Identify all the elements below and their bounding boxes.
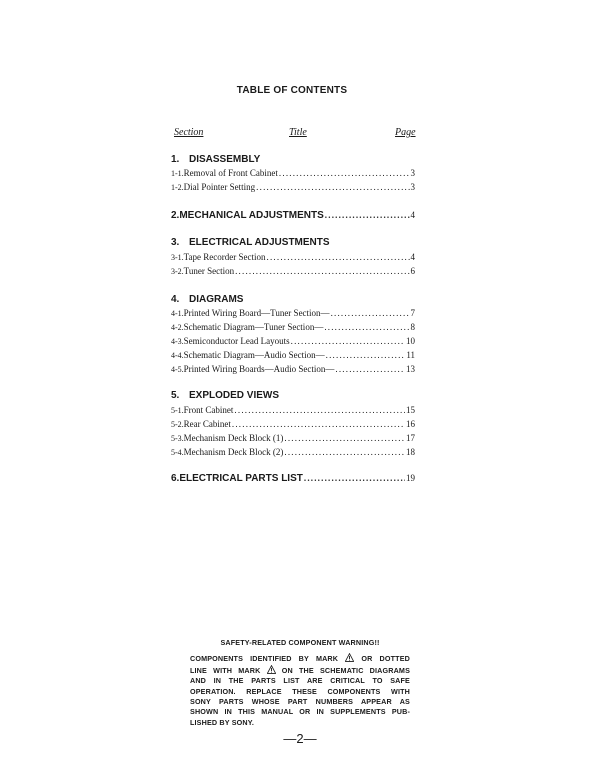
dot-leader [234, 405, 405, 415]
toc-row [171, 336, 415, 348]
page-ref: 4 [410, 252, 415, 262]
warning-triangle-icon [267, 665, 276, 674]
page-ref: 6 [410, 266, 415, 276]
section-number: 1-2. [171, 183, 184, 192]
toc-row [171, 168, 415, 180]
warning-line: COMPONENTS IDENTIFIED BY MARK OR DOTTED [190, 654, 411, 664]
entry-title: Rear Cabinet [183, 419, 231, 429]
dot-leader [232, 419, 405, 429]
group-title: DIAGRAMS [189, 294, 244, 305]
dot-leader [235, 266, 409, 276]
dot-leader [325, 210, 410, 220]
warning-line: SONY PARTS WHOSE PART NUMBERS APPEAR AS [190, 697, 410, 707]
section-number: 1-1. [171, 169, 184, 178]
dot-leader [291, 336, 405, 346]
group-title: EXPLODED VIEWS [189, 390, 280, 401]
warning-line: LINE WITH MARK ON THE SCHEMATIC DIAGRAMS [190, 665, 411, 675]
toc-row [171, 322, 415, 334]
page-number: —2— [283, 731, 317, 746]
entry-title: Mechanism Deck Block (2) [183, 447, 284, 457]
group-number: 4. [171, 294, 180, 305]
toc-group-exploded-views [171, 390, 415, 403]
section-number: 3-2. [171, 267, 184, 276]
toc-row [171, 308, 415, 320]
group-title: DISASSEMBLY [189, 154, 261, 165]
toc-group-diagrams [171, 294, 415, 307]
section-number: 4-3. [171, 337, 184, 346]
dot-leader [326, 350, 406, 360]
group-number: 3. [171, 237, 180, 248]
entry-title: Printed Wiring Board—Tuner Section— [183, 308, 330, 318]
dot-leader [331, 308, 410, 318]
section-number: 4-1. [171, 309, 184, 318]
toc-row [171, 433, 415, 445]
page-ref: 15 [406, 405, 415, 415]
warning-line: AND IN THE PARTS LIST ARE CRITICAL TO SAFE [190, 676, 410, 686]
warning-title: SAFETY-RELATED COMPONENT WARNING!! [220, 638, 380, 647]
toc-row [171, 182, 415, 194]
entry-title: Printed Wiring Boards—Audio Section— [183, 364, 335, 374]
page-ref: 3 [410, 168, 415, 178]
toc-group-electrical-parts-list [171, 473, 415, 486]
toc-group-disassembly [171, 154, 415, 167]
section-number: 5-3. [171, 434, 184, 443]
column-header-page: Page [395, 127, 416, 138]
page-ref: 18 [406, 447, 415, 457]
toc-row [171, 252, 415, 264]
entry-title: Removal of Front Cabinet [183, 168, 278, 178]
entry-title: Tuner Section [183, 266, 235, 276]
warning-triangle-icon [345, 653, 354, 662]
group-title: ELECTRICAL PARTS LIST [179, 473, 303, 484]
dot-leader [304, 473, 405, 483]
group-number: 5. [171, 390, 180, 401]
page-ref: 19 [406, 473, 415, 483]
toc-row [171, 447, 415, 459]
warning-line: OPERATION. REPLACE THESE COMPONENTS WITH [190, 686, 410, 696]
dot-leader [335, 364, 405, 374]
page-title: TABLE OF CONTENTS [236, 85, 348, 96]
section-number: 5-4. [171, 448, 184, 457]
toc-group-mechanical-adjustments [171, 210, 415, 223]
safety-warning-block [190, 638, 410, 728]
section-number: 5-1. [171, 406, 184, 415]
entry-title: Tape Recorder Section [183, 252, 266, 262]
page-ref: 16 [406, 419, 415, 429]
dot-leader [324, 322, 409, 332]
entry-title: Schematic Diagram—Tuner Section— [183, 322, 324, 332]
page-ref: 13 [406, 364, 415, 374]
entry-title: Mechanism Deck Block (1) [183, 433, 284, 443]
warning-line: LISHED BY SONY. [190, 717, 255, 727]
toc-row [171, 419, 415, 431]
toc-row [171, 405, 415, 417]
dot-leader [267, 252, 410, 262]
page-ref: 17 [406, 433, 415, 443]
page-ref: 4 [410, 210, 415, 220]
page-ref: 7 [410, 308, 415, 318]
entry-title: Schematic Diagram—Audio Section— [183, 350, 325, 360]
group-number: 1. [171, 154, 180, 165]
group-number: 2. [171, 210, 180, 221]
section-number: 4-4. [171, 351, 184, 360]
dot-leader [284, 447, 405, 457]
warning-line: SHOWN IN THIS MANUAL OR IN SUPPLEMENTS PUB- [190, 707, 410, 717]
page-ref: 11 [406, 350, 415, 360]
page-ref: 3 [410, 182, 415, 192]
column-header-title: Title [289, 127, 307, 138]
group-title: MECHANICAL ADJUSTMENTS [179, 210, 324, 221]
page-ref: 10 [406, 336, 415, 346]
section-number: 3-1. [171, 253, 184, 262]
entry-title: Front Cabinet [183, 405, 234, 415]
section-number: 4-5. [171, 365, 184, 374]
group-title: ELECTRICAL ADJUSTMENTS [189, 237, 330, 248]
toc-row [171, 364, 415, 376]
dot-leader [279, 168, 410, 178]
group-number: 6. [171, 473, 180, 484]
section-number: 5-2. [171, 420, 184, 429]
toc-row [171, 266, 415, 278]
entry-title: Semiconductor Lead Layouts [183, 336, 290, 346]
column-header-section: Section [174, 127, 204, 138]
page-ref: 8 [410, 322, 415, 332]
toc-group-electrical-adjustments [171, 237, 415, 250]
entry-title: Dial Pointer Setting [183, 182, 256, 192]
dot-leader [256, 182, 409, 192]
dot-leader [284, 433, 405, 443]
section-number: 4-2. [171, 323, 184, 332]
toc-row [171, 350, 415, 362]
